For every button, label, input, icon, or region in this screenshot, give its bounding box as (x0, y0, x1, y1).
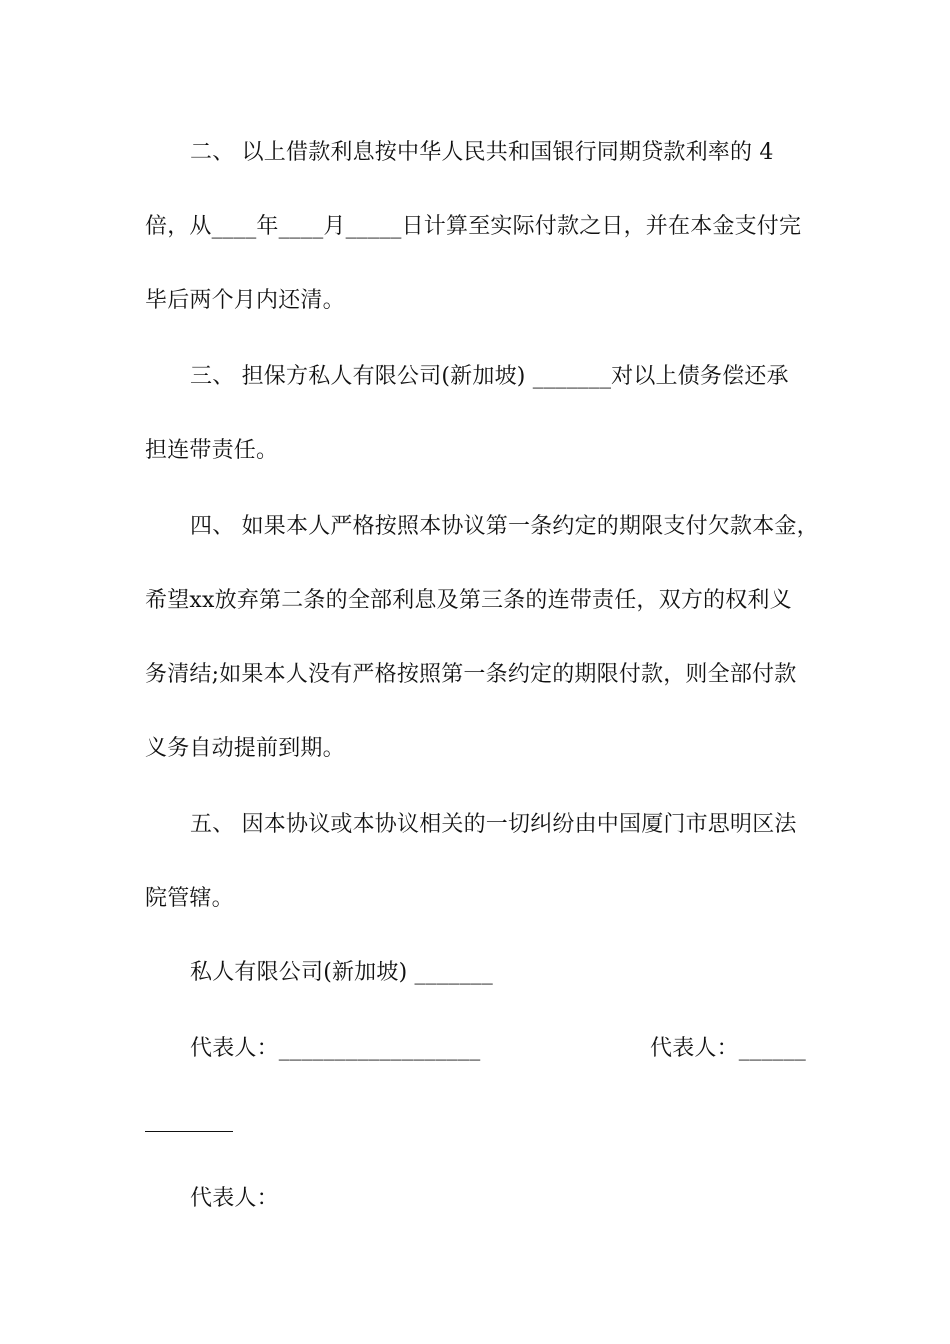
clause-three-line-1: 三、 担保方私人有限公司(新加坡) _______对以上债务偿还承 (190, 364, 789, 389)
signature-representative-bottom: 代表人： (190, 1186, 279, 1211)
clause-two-line-1: 二、 以上借款利息按中华人民共和国银行同期贷款利率的 4 (190, 140, 774, 165)
signature-representative-right: 代表人：______ (650, 1036, 807, 1061)
signature-company: 私人有限公司(新加坡) _______ (190, 960, 493, 985)
signature-representative-left: 代表人：__________________ (190, 1036, 481, 1061)
signature-blank-line (145, 1130, 233, 1132)
clause-four-line-1: 四、 如果本人严格按照本协议第一条约定的期限支付欠款本金， (190, 514, 819, 539)
clause-five-line-1: 五、 因本协议或本协议相关的一切纠纷由中国厦门市思明区法 (190, 812, 797, 837)
clause-two-line-3: 毕后两个月内还清。 (145, 288, 345, 313)
clause-three-line-2: 担连带责任。 (145, 438, 279, 463)
clause-two-line-2: 倍，从____年____月_____日计算至实际付款之日，并在本金支付完 (145, 214, 802, 239)
clause-five-line-2: 院管辖。 (145, 886, 234, 911)
clause-four-line-3: 务清结;如果本人没有严格按照第一条约定的期限付款，则全部付款 (145, 662, 797, 687)
clause-four-line-4: 义务自动提前到期。 (145, 736, 345, 761)
clause-four-line-2: 希望xx放弃第二条的全部利息及第三条的连带责任，双方的权利义 (145, 588, 792, 613)
